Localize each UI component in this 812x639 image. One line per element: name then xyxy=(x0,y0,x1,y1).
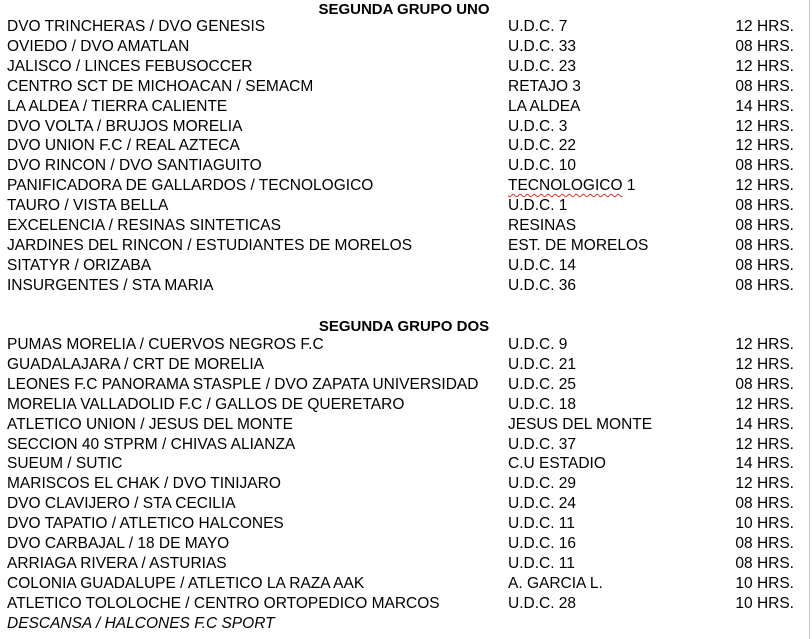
fixture-venue: U.D.C. 18 xyxy=(508,395,577,413)
fixture-venue: U.D.C. 1 xyxy=(508,197,568,215)
fixture-match: TAURO / VISTA BELLA xyxy=(7,197,169,215)
fixture-row xyxy=(0,454,808,474)
fixture-time: 12 HRS. xyxy=(735,117,794,135)
group-two-title: SEGUNDA GRUPO DOS xyxy=(318,318,490,335)
fixture-row xyxy=(0,77,808,97)
fixture-match: LEONES F.C PANORAMA STASPLE / DVO ZAPATA UNIVERSIDAD xyxy=(7,375,479,393)
fixture-time: 12 HRS. xyxy=(735,137,794,155)
fixture-venue: TECNOLOGICO 1 xyxy=(508,177,636,195)
fixture-row xyxy=(0,156,808,176)
fixture-match: EXCELENCIA / RESINAS SINTETICAS xyxy=(7,217,281,234)
fixture-time: 12 HRS. xyxy=(735,435,794,453)
fixture-time: 08 HRS. xyxy=(735,495,794,513)
fixture-row xyxy=(0,594,808,614)
fixture-row xyxy=(0,196,808,216)
fixture-venue: U.D.C. 29 xyxy=(508,475,577,493)
fixture-time: 08 HRS. xyxy=(735,375,794,393)
fixture-match: DVO RINCON / DVO SANTIAGUITO xyxy=(7,157,262,175)
fixture-match: LA ALDEA / TIERRA CALIENTE xyxy=(7,97,228,115)
fixture-row xyxy=(0,375,808,395)
fixture-venue: U.D.C. 21 xyxy=(508,355,577,373)
fixture-match: GUADALAJARA / CRT DE MORELIA xyxy=(7,355,264,373)
fixture-match: MARISCOS EL CHAK / DVO TINIJARO xyxy=(7,475,281,493)
fixture-row xyxy=(0,554,808,574)
fixture-venue: U.D.C. 36 xyxy=(508,276,577,294)
fixture-row xyxy=(0,256,808,276)
fixture-row xyxy=(0,474,808,494)
fixture-time: 10 HRS. xyxy=(735,594,794,612)
fixture-match: INSURGENTES / STA MARIA xyxy=(7,276,214,294)
fixture-match: ATLETICO UNION / JESUS DEL MONTE xyxy=(7,415,293,433)
fixture-row xyxy=(0,17,808,37)
fixture-match: SITATYR / ORIZABA xyxy=(7,256,152,274)
fixture-match: DVO TRINCHERAS / DVO GENESIS xyxy=(7,18,266,35)
fixture-venue: LA ALDEA xyxy=(508,97,581,115)
fixture-venue: C.U ESTADIO xyxy=(508,455,606,473)
fixture-row xyxy=(0,534,808,554)
fixture-row xyxy=(0,435,808,455)
fixture-match: PANIFICADORA DE GALLARDOS / TECNOLOGICO xyxy=(7,177,374,195)
fixture-match: DVO CARBAJAL / 18 DE MAYO xyxy=(7,535,230,552)
spellcheck-marked-word: TECNOLOGICO xyxy=(508,177,623,195)
fixture-time: 12 HRS. xyxy=(735,177,794,195)
fixture-row xyxy=(0,236,808,256)
fixture-venue: U.D.C. 37 xyxy=(508,435,577,453)
fixture-row xyxy=(0,216,808,236)
fixture-match: JALISCO / LINCES FEBUSOCCER xyxy=(7,57,253,75)
fixture-row xyxy=(0,97,808,117)
fixture-time: 14 HRS. xyxy=(735,97,794,115)
fixture-time: 08 HRS. xyxy=(735,535,794,552)
fixture-venue: U.D.C. 9 xyxy=(508,336,568,353)
fixture-match: DVO VOLTA / BRUJOS MORELIA xyxy=(7,117,243,135)
fixture-match: DVO UNION F.C / REAL AZTECA xyxy=(7,137,240,155)
fixture-row xyxy=(0,57,808,77)
fixture-time: 08 HRS. xyxy=(735,236,794,254)
fixture-venue: U.D.C. 14 xyxy=(508,256,577,274)
page-edge-divider xyxy=(809,0,810,639)
fixture-venue: JESUS DEL MONTE xyxy=(508,415,653,433)
fixture-venue: U.D.C. 3 xyxy=(508,117,568,135)
fixture-venue: A. GARCIA L. xyxy=(508,574,603,592)
fixture-venue: U.D.C. 10 xyxy=(508,157,577,175)
fixture-venue: U.D.C. 22 xyxy=(508,137,577,155)
fixture-venue: RETAJO 3 xyxy=(508,77,581,95)
group-one-title: SEGUNDA GRUPO UNO xyxy=(318,1,490,18)
fixture-time: 08 HRS. xyxy=(735,217,794,234)
fixture-match: DVO CLAVIJERO / STA CECILIA xyxy=(7,495,236,513)
fixture-venue: U.D.C. 11 xyxy=(508,554,575,572)
fixture-venue: EST. DE MORELOS xyxy=(508,236,649,254)
fixture-row xyxy=(0,276,808,296)
fixture-venue: U.D.C. 23 xyxy=(508,57,577,75)
fixture-match: ARRIAGA RIVERA / ASTURIAS xyxy=(7,554,227,572)
fixture-time: 12 HRS. xyxy=(735,18,794,35)
rest-note: DESCANSA / HALCONES F.C SPORT xyxy=(7,615,275,632)
fixture-row xyxy=(0,37,808,57)
fixture-match: MORELIA VALLADOLID F.C / GALLOS DE QUERETARO xyxy=(7,395,405,413)
fixture-time: 08 HRS. xyxy=(735,256,794,274)
fixture-row xyxy=(0,136,808,156)
fixture-venue: U.D.C. 16 xyxy=(508,535,577,552)
fixture-row xyxy=(0,117,808,137)
fixture-time: 08 HRS. xyxy=(735,37,794,55)
fixture-time: 08 HRS. xyxy=(735,554,794,572)
fixture-time: 12 HRS. xyxy=(735,475,794,493)
fixture-venue: U.D.C. 11 xyxy=(508,515,575,533)
fixture-venue: U.D.C. 33 xyxy=(508,37,577,55)
fixture-match: JARDINES DEL RINCON / ESTUDIANTES DE MORELOS xyxy=(7,236,413,254)
fixture-venue: U.D.C. 7 xyxy=(508,18,568,35)
fixture-match: SECCION 40 STPRM / CHIVAS ALIANZA xyxy=(7,435,296,453)
fixture-row xyxy=(0,395,808,415)
fixture-time: 08 HRS. xyxy=(735,77,794,95)
fixture-time: 12 HRS. xyxy=(735,395,794,413)
fixture-match: CENTRO SCT DE MICHOACAN / SEMACM xyxy=(7,77,314,95)
fixture-time: 10 HRS. xyxy=(735,574,794,592)
fixture-match: OVIEDO / DVO AMATLAN xyxy=(7,37,190,55)
fixture-venue: U.D.C. 28 xyxy=(508,594,577,612)
fixture-venue: U.D.C. 25 xyxy=(508,375,577,393)
fixture-row xyxy=(0,176,808,196)
fixture-row xyxy=(0,514,808,534)
fixture-row xyxy=(0,574,808,594)
fixture-time: 14 HRS. xyxy=(735,455,794,473)
fixture-time: 12 HRS. xyxy=(735,336,794,353)
fixture-time: 12 HRS. xyxy=(735,57,794,75)
fixture-row xyxy=(0,415,808,435)
fixture-match: COLONIA GUADALUPE / ATLETICO LA RAZA AAK xyxy=(7,574,365,592)
fixture-time: 08 HRS. xyxy=(735,197,794,215)
fixture-match: DVO TAPATIO / ATLETICO HALCONES xyxy=(7,515,284,533)
fixture-row xyxy=(0,494,808,514)
fixture-time: 08 HRS. xyxy=(735,157,794,175)
fixture-match: SUEUM / SUTIC xyxy=(7,455,123,473)
fixture-time: 10 HRS. xyxy=(735,515,794,533)
fixture-match: ATLETICO TOLOLOCHE / CENTRO ORTOPEDICO MARCOS xyxy=(7,594,440,612)
fixture-row xyxy=(0,335,808,355)
fixture-time: 12 HRS. xyxy=(735,355,794,373)
fixture-match: PUMAS MORELIA / CUERVOS NEGROS F.C xyxy=(7,336,324,353)
fixture-row xyxy=(0,355,808,375)
fixture-venue: RESINAS xyxy=(508,217,577,234)
fixture-time: 08 HRS. xyxy=(735,276,794,294)
fixture-time: 14 HRS. xyxy=(735,415,794,433)
fixture-venue: U.D.C. 24 xyxy=(508,495,577,513)
